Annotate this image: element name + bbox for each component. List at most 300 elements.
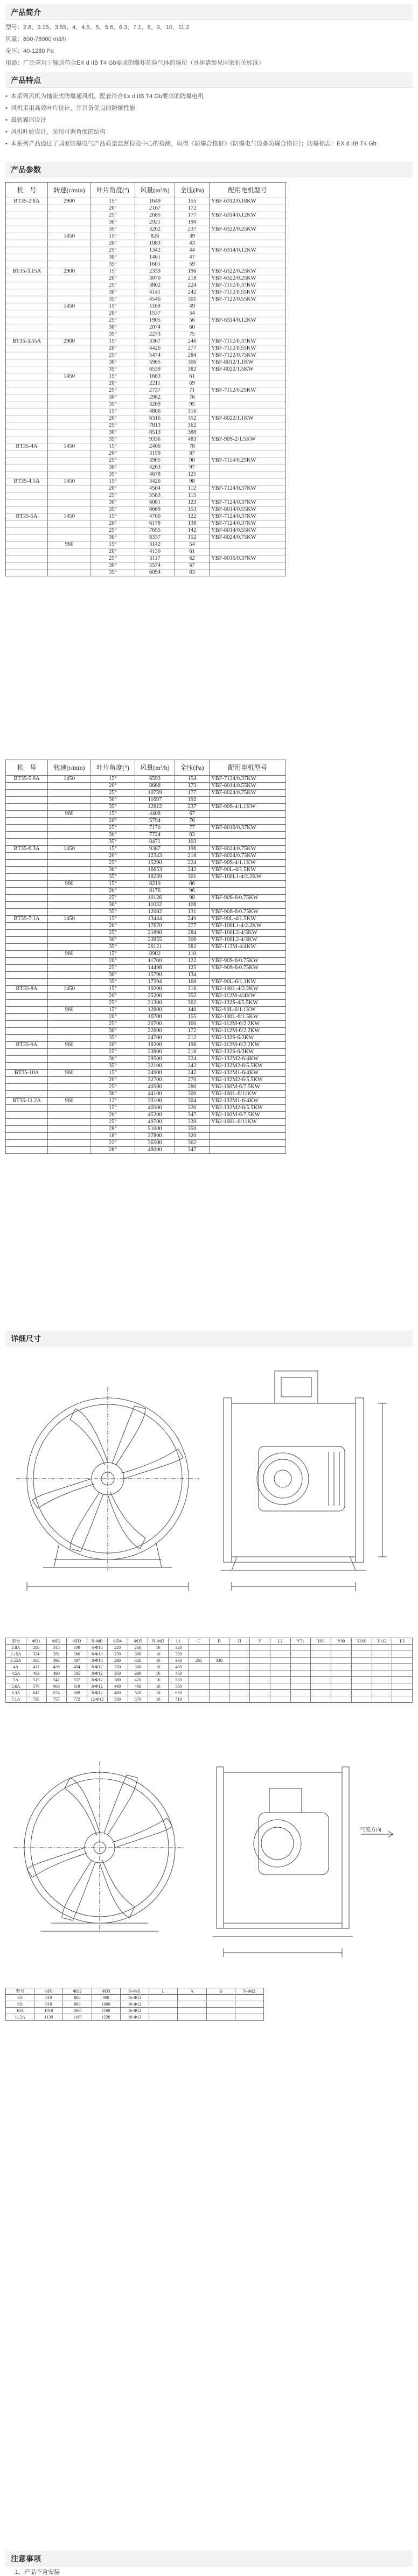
table-cell xyxy=(209,1670,229,1677)
table-cell: BT35-4.5A xyxy=(6,478,48,485)
table-cell: YBF-7112/0.25KW xyxy=(210,387,286,394)
table-cell xyxy=(290,1658,311,1664)
table-cell: 463 xyxy=(26,1670,46,1677)
table-cell xyxy=(48,310,91,317)
table-header-row xyxy=(6,1638,413,1645)
table-cell xyxy=(48,408,91,415)
table-cell xyxy=(372,1690,392,1696)
table-cell: YBF-100L2-4/3KW xyxy=(210,937,286,944)
table-cell: 43 xyxy=(175,240,210,247)
table-cell: 440 xyxy=(107,1683,128,1690)
table-cell: 284 xyxy=(175,352,210,359)
table-cell: 8-Φ12 xyxy=(87,1683,108,1690)
table-cell: 25° xyxy=(91,790,135,797)
table-cell xyxy=(290,1651,311,1658)
table-cell xyxy=(48,1147,91,1154)
table-cell: BT35-7.1A xyxy=(6,916,48,923)
table-cell: 382 xyxy=(175,366,210,373)
table-cell: 3.55A xyxy=(6,1658,26,1664)
table-cell xyxy=(48,832,91,839)
table-cell xyxy=(6,881,48,888)
table-cell: 560 xyxy=(169,1683,189,1690)
table-cell: YBF-8024/0.75KW xyxy=(210,853,286,860)
table-cell xyxy=(189,1696,209,1703)
table-cell xyxy=(250,1651,270,1658)
column-header: 配用电机型号 xyxy=(210,760,286,776)
table-cell xyxy=(6,471,48,478)
table-cell: 772 xyxy=(67,1696,87,1703)
table-cell: 810 xyxy=(34,1995,63,2001)
table-row xyxy=(6,471,286,478)
table-cell xyxy=(48,205,91,212)
table-cell: YBF-8012/1.1KW xyxy=(210,359,286,366)
table-cell: 362 xyxy=(175,422,210,429)
table-cell: 20° xyxy=(91,415,135,422)
table-cell: 2.8A xyxy=(6,1645,26,1651)
table-cell xyxy=(235,2001,263,2008)
table-cell: YB2-160L-6/11KW xyxy=(210,1119,286,1126)
table-cell: 3142 xyxy=(135,541,175,548)
column-header: C xyxy=(189,1638,209,1645)
table-cell: 25° xyxy=(91,317,135,324)
table-row xyxy=(6,1056,286,1063)
table-cell: 20° xyxy=(91,1042,135,1049)
table-cell xyxy=(6,874,48,881)
table-cell: BT35-3.15A xyxy=(6,268,48,275)
table-cell: YB2-160M-6/7.5KW xyxy=(210,1084,286,1091)
column-header: ΦD4 xyxy=(107,1638,128,1645)
table-cell xyxy=(6,282,48,289)
table-cell: 301 xyxy=(175,874,210,881)
table-cell: YBF-7112/0.37KW xyxy=(210,282,286,289)
table-row xyxy=(6,1007,286,1014)
notes-title: 注意事项 xyxy=(11,2554,41,2563)
table-row xyxy=(6,1070,286,1077)
table-cell: 320 xyxy=(175,1133,210,1140)
table-row xyxy=(6,783,286,790)
table-row xyxy=(6,261,286,268)
table-cell: 20° xyxy=(91,853,135,860)
table-row xyxy=(6,902,286,909)
table-cell: 960 xyxy=(48,811,91,818)
table-cell xyxy=(6,310,48,317)
table-cell xyxy=(48,569,91,576)
table-cell xyxy=(331,1651,352,1658)
table-cell: 242 xyxy=(175,289,210,296)
table-cell: 76 xyxy=(175,394,210,401)
table-cell xyxy=(48,944,91,951)
table-row xyxy=(6,401,286,408)
table-cell: 121 xyxy=(175,471,210,478)
table-cell: YBF-7122/0.75KW xyxy=(210,352,286,359)
table-header-row xyxy=(6,1988,264,1995)
table-row xyxy=(6,874,286,881)
table-cell: 218 xyxy=(175,853,210,860)
feature-item: • 风机叶轮设计，采用可调角度的结构 xyxy=(5,129,106,135)
table-cell xyxy=(6,492,48,499)
table-cell xyxy=(331,1664,352,1670)
table-cell: 177 xyxy=(175,212,210,219)
table-cell xyxy=(210,478,286,485)
table-row xyxy=(6,205,286,212)
table-cell xyxy=(48,317,91,324)
table-cell: 3202 xyxy=(135,226,175,233)
table-cell: 20° xyxy=(91,548,135,555)
table-cell xyxy=(290,1683,311,1690)
table-cell: 47 xyxy=(175,254,210,261)
table-cell: 6094 xyxy=(135,569,175,576)
table-cell: 16 xyxy=(148,1664,169,1670)
table-cell: 30° xyxy=(91,359,135,366)
table-cell xyxy=(351,1696,372,1703)
table-cell xyxy=(149,2014,178,2021)
table-row xyxy=(6,1014,286,1021)
table-cell: 220 xyxy=(107,1645,128,1651)
table-cell: 6316 xyxy=(135,415,175,422)
table-cell xyxy=(6,408,48,415)
table-cell xyxy=(250,1696,270,1703)
table-cell xyxy=(48,289,91,296)
table-cell: 8902 xyxy=(135,951,175,958)
table-cell: 320 xyxy=(128,1658,148,1664)
table-cell: 35° xyxy=(91,1035,135,1042)
table-cell: 16-Φ12 xyxy=(120,2001,149,2008)
table-cell xyxy=(210,310,286,317)
table-row xyxy=(6,513,286,520)
table-row xyxy=(6,436,286,443)
table-cell: 674 xyxy=(46,1690,67,1696)
table-cell: 860 xyxy=(63,1995,92,2001)
table-row xyxy=(6,1696,413,1703)
table-cell xyxy=(6,373,48,380)
table-cell xyxy=(209,1645,229,1651)
table-cell: 8-Φ12 xyxy=(87,1677,108,1683)
table-cell: 25° xyxy=(91,422,135,429)
table-cell: 20700 xyxy=(135,1021,175,1028)
table-cell: 115 xyxy=(175,492,210,499)
table-cell xyxy=(48,1014,91,1021)
table-cell xyxy=(392,1690,413,1696)
table-cell: 4700 xyxy=(135,513,175,520)
table-cell: 78 xyxy=(175,443,210,450)
table-cell: BT35-5.6A xyxy=(6,776,48,783)
table-cell: 15° xyxy=(91,1070,135,1077)
table-cell: 5794 xyxy=(135,818,175,825)
table-cell xyxy=(209,1664,229,1670)
table-cell: 15° xyxy=(91,541,135,548)
table-cell xyxy=(48,1077,91,1084)
table-cell: 2921 xyxy=(135,219,175,226)
table-cell: 1450 xyxy=(48,513,91,520)
table-cell xyxy=(48,902,91,909)
table-cell: 483 xyxy=(175,436,210,443)
table-cell: 16 xyxy=(148,1651,169,1658)
table-cell: YBF-8014/0.55KW xyxy=(210,783,286,790)
table-cell: 6219 xyxy=(135,881,175,888)
table-cell: 30° xyxy=(91,972,135,979)
table-cell: 515 xyxy=(26,1677,46,1683)
table-cell xyxy=(149,1995,178,2001)
table-cell: 15° xyxy=(91,1007,135,1014)
table-row xyxy=(6,541,286,548)
table-cell xyxy=(48,366,91,373)
table-cell: 352 xyxy=(175,993,210,1000)
table-cell: 15290 xyxy=(135,860,175,867)
table-row xyxy=(6,331,286,338)
table-cell: 300 xyxy=(128,1651,148,1658)
table-row xyxy=(6,1670,413,1677)
table-cell xyxy=(6,485,48,492)
table-cell: 1450 xyxy=(48,303,91,310)
table-cell xyxy=(6,818,48,825)
table-row xyxy=(6,1677,413,1683)
table-cell: 826 xyxy=(135,233,175,240)
table-cell xyxy=(48,457,91,464)
table-cell xyxy=(6,359,48,366)
table-cell xyxy=(6,233,48,240)
table-cell xyxy=(6,345,48,352)
table-cell xyxy=(6,569,48,576)
table-cell: 30° xyxy=(91,499,135,506)
table-cell: 16653 xyxy=(135,867,175,874)
table-cell xyxy=(210,240,286,247)
params-table-2 xyxy=(5,760,286,1154)
table-cell: 20° xyxy=(91,923,135,930)
table-cell xyxy=(250,1664,270,1670)
table-cell: YBF-8016/0.37KW xyxy=(210,825,286,832)
table-cell: YB2-160M-6/7.5KW xyxy=(210,1112,286,1119)
column-header: 风量(m³/h) xyxy=(135,183,175,198)
table-row xyxy=(6,965,286,972)
details-section-header xyxy=(5,1331,413,1346)
table-cell: 520 xyxy=(128,1690,148,1696)
table-cell: 11032 xyxy=(135,902,175,909)
table-row xyxy=(6,492,286,499)
table-cell: 44 xyxy=(175,247,210,254)
table-cell xyxy=(48,387,91,394)
table-cell xyxy=(6,895,48,902)
table-cell xyxy=(48,1126,91,1133)
feature-item: • 本系列产品通过了国家防爆电气产品质量监督检验中心的检测，取得《防爆合格证》《防爆电气设备防爆合格证》；防爆标志：EX d IIB T4 Gb xyxy=(5,141,377,147)
table-cell xyxy=(48,895,91,902)
table-cell: 62 xyxy=(175,555,210,562)
table-cell: 28° xyxy=(91,1147,135,1154)
table-cell: YBF-8014/0.55KW xyxy=(210,527,286,534)
table-cell: 30° xyxy=(91,562,135,569)
table-cell: 1180 xyxy=(63,2014,92,2021)
table-cell xyxy=(210,380,286,387)
table-cell xyxy=(210,394,286,401)
table-cell: 23800 xyxy=(135,1049,175,1056)
table-row xyxy=(6,1658,413,1664)
table-cell xyxy=(6,296,48,303)
table-cell xyxy=(250,1670,270,1677)
table-cell xyxy=(372,1651,392,1658)
table-row xyxy=(6,825,286,832)
table-cell: 10A xyxy=(6,2008,34,2014)
table-row xyxy=(6,937,286,944)
table-cell xyxy=(6,254,48,261)
table-row xyxy=(6,895,286,902)
table-cell xyxy=(210,951,286,958)
table-cell: 4141 xyxy=(135,289,175,296)
table-cell xyxy=(331,1670,352,1677)
table-cell xyxy=(6,506,48,513)
table-cell: YBF-100L2-4/3KW xyxy=(210,930,286,937)
table-cell xyxy=(6,457,48,464)
table-cell: 365 xyxy=(26,1658,46,1664)
table-cell xyxy=(210,429,286,436)
table-cell xyxy=(6,965,48,972)
table-cell xyxy=(6,261,48,268)
table-row xyxy=(6,1645,413,1651)
table-cell xyxy=(48,492,91,499)
table-cell: 9387 xyxy=(135,846,175,853)
table-row xyxy=(6,909,286,916)
table-cell: 30° xyxy=(91,394,135,401)
table-row xyxy=(6,930,286,937)
table-cell: 87 xyxy=(175,450,210,457)
table-cell: 76 xyxy=(175,818,210,825)
table-cell: 1450 xyxy=(48,443,91,450)
table-cell: 400 xyxy=(169,1664,189,1670)
table-cell: BT35-10A xyxy=(6,1070,48,1077)
table-cell: 6593 xyxy=(135,776,175,783)
table-cell xyxy=(210,972,286,979)
table-row xyxy=(6,811,286,818)
table-cell xyxy=(6,1147,48,1154)
table-cell xyxy=(48,909,91,916)
table-cell: 25° xyxy=(91,457,135,464)
feature-item: • 本系列风机为轴流式防爆通风机，配套符合Ex d IIB T4 Gb要求的防爆电机 xyxy=(5,93,204,100)
table-cell xyxy=(351,1645,372,1651)
table-cell: YBF-8016/0.37KW xyxy=(210,555,286,562)
table-cell: 31300 xyxy=(135,1000,175,1007)
table-cell: 25° xyxy=(91,1049,135,1056)
table-row xyxy=(6,839,286,846)
table-cell: 5474 xyxy=(135,352,175,359)
table-cell: 960 xyxy=(48,1007,91,1014)
table-cell: 1342 xyxy=(135,247,175,254)
table-cell: 352 xyxy=(175,415,210,422)
table-cell xyxy=(270,1651,290,1658)
table-row xyxy=(6,818,286,825)
table-cell xyxy=(311,1683,331,1690)
table-cell xyxy=(209,1690,229,1696)
table-cell: 246 xyxy=(175,338,210,345)
column-header: H xyxy=(229,1638,250,1645)
table-cell: 16 xyxy=(148,1658,169,1664)
table-row xyxy=(6,219,286,226)
table-cell: YB2-132M2-6/5.5KW xyxy=(210,1105,286,1112)
table-cell xyxy=(48,534,91,541)
table-cell xyxy=(178,2008,206,2014)
table-cell xyxy=(6,219,48,226)
table-cell xyxy=(6,499,48,506)
table-cell xyxy=(311,1690,331,1696)
table-cell: YB2-112M-6/2.2KW xyxy=(210,1028,286,1035)
table-cell: 362 xyxy=(175,1000,210,1007)
table-cell: 90 xyxy=(175,457,210,464)
table-row xyxy=(6,366,286,373)
table-cell: 16 xyxy=(148,1683,169,1690)
table-cell: 30° xyxy=(91,1056,135,1063)
table-cell: 18200 xyxy=(135,1042,175,1049)
table-cell: 15790 xyxy=(135,972,175,979)
table-cell: 3.15A xyxy=(6,1651,26,1658)
table-cell: 103 xyxy=(175,839,210,846)
table-cell: 288 xyxy=(26,1645,46,1651)
table-cell xyxy=(270,1690,290,1696)
column-header: 全压(Pa) xyxy=(175,183,210,198)
table-cell: 7.1A xyxy=(6,1696,26,1703)
table-cell: YBF-7124/0.37KW xyxy=(210,776,286,783)
table-cell xyxy=(6,860,48,867)
details-title: 详细尺寸 xyxy=(11,1334,41,1343)
table-row xyxy=(6,916,286,923)
table-cell xyxy=(210,541,286,548)
table-cell xyxy=(229,1658,250,1664)
table-cell xyxy=(210,408,286,415)
table-cell: 3367 xyxy=(135,338,175,345)
table-row xyxy=(6,1690,413,1696)
table-cell: 1450 xyxy=(48,478,91,485)
table-row xyxy=(6,212,286,219)
table-cell: 45200 xyxy=(135,1112,175,1119)
table-cell xyxy=(229,1664,250,1670)
table-row xyxy=(6,881,286,888)
table-row xyxy=(6,478,286,485)
table-cell: 3426 xyxy=(135,478,175,485)
column-header: Y112 xyxy=(372,1638,392,1645)
table-cell xyxy=(189,1683,209,1690)
table-cell: 12082 xyxy=(135,909,175,916)
table-cell: 218 xyxy=(175,275,210,282)
table-cell xyxy=(6,1105,48,1112)
table-row xyxy=(6,296,286,303)
table-cell: 242 xyxy=(175,1063,210,1070)
table-cell: 30° xyxy=(91,832,135,839)
column-header: 转速(r/min) xyxy=(48,183,91,198)
table-cell xyxy=(6,951,48,958)
table-cell: 1450 xyxy=(48,233,91,240)
table-cell: 12° xyxy=(91,1098,135,1105)
table-cell: 35° xyxy=(91,261,135,268)
table-cell xyxy=(48,825,91,832)
table-cell: 15° xyxy=(91,951,135,958)
table-cell: 30° xyxy=(91,254,135,261)
table-cell xyxy=(6,226,48,233)
table-cell: YBF-100L1-4/2.2KW xyxy=(210,923,286,930)
table-cell: 339 xyxy=(175,1119,210,1126)
table-row xyxy=(6,282,286,289)
table-cell: 15° xyxy=(91,513,135,520)
table-cell: YB2-112M-4/4KW xyxy=(210,993,286,1000)
table-cell: YBF-90S-2/1.5KW xyxy=(210,436,286,443)
table-row xyxy=(6,790,286,797)
table-cell: 2406 xyxy=(135,443,175,450)
table-cell xyxy=(311,1645,331,1651)
table-cell xyxy=(48,275,91,282)
table-cell: 30° xyxy=(91,219,135,226)
table-cell xyxy=(6,317,48,324)
table-cell: YB2-132M2-6/4KW xyxy=(210,1056,286,1063)
table-cell: YBF-7112/0.37KW xyxy=(210,338,286,345)
table-row xyxy=(6,422,286,429)
table-cell xyxy=(48,485,91,492)
table-cell xyxy=(6,1000,48,1007)
table-row xyxy=(6,485,286,492)
